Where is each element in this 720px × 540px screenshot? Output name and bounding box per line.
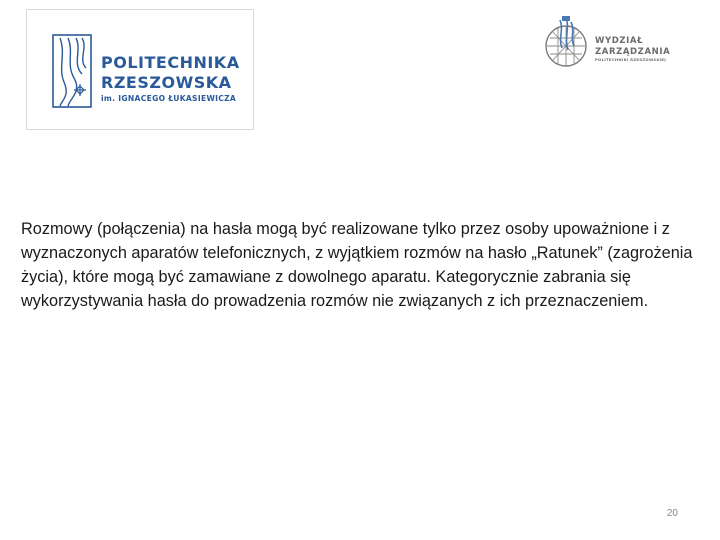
wydzial-line1: WYDZIAŁ xyxy=(595,36,644,46)
politechnika-line1: POLITECHNIKA xyxy=(101,53,240,72)
page-number: 20 xyxy=(666,508,678,519)
politechnika-logo xyxy=(26,9,254,130)
politechnika-wordmark xyxy=(101,55,240,103)
politechnika-line2: RZESZOWSKA xyxy=(101,73,232,92)
body-paragraph: Rozmowy (połączenia) na hasła mogą być realizowane tylko przez osoby upoważnione i z wyznaczonych aparatów telefonicznych, z wyjątkiem rozmów na hasło „Ratunek” (zagrożenia życia), które mogą być zamawiane z dowolnego aparatu. Kategorycznie zabrania się wykorzystywania hasła do prowadzenia rozmów nie związanych z ich przeznaczeniem. xyxy=(21,220,693,310)
politechnika-line3: im. IGNACEGO ŁUKASIEWICZA xyxy=(101,94,237,103)
wydzial-line2: ZARZĄDZANIA xyxy=(595,46,671,57)
wydzial-zarzadzania-emblem-icon xyxy=(544,16,590,72)
wydzial-zarzadzania-logo xyxy=(544,16,684,72)
wydzial-zarzadzania-wordmark xyxy=(595,37,670,62)
politechnika-emblem-icon xyxy=(52,34,92,108)
wydzial-line3: POLITECHNIKI RZESZOWSKIEJ xyxy=(595,57,667,62)
